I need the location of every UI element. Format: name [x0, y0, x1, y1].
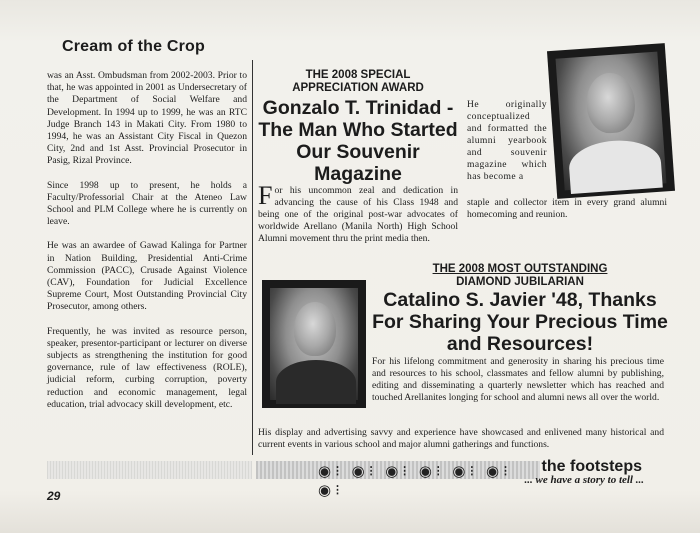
article1-kicker-line2: APPRECIATION AWARD [292, 82, 424, 94]
photo-catalino-javier [262, 280, 366, 408]
footer-tagline: ... we have a story to tell ... [524, 474, 644, 486]
photo-portrait [270, 288, 358, 400]
photo-portrait [556, 52, 667, 191]
photo-gonzalo-trinidad [547, 43, 675, 199]
article1-dropcap: F [258, 181, 273, 210]
footer-band-left [47, 461, 252, 479]
portrait-shirt [568, 138, 663, 194]
article2-body: For his lifelong commitment and generosity in sharing his precious time and resources to his school, classmates and fellow alumni by publishing, editing and disseminating a quarterly newsletter which has reached and touched Arellanites longing for school and alumni news all over the world. [372, 356, 664, 403]
column-divider [252, 60, 253, 455]
footprints-icon: ◉⁝ ◉⁝ ◉⁝ ◉⁝ ◉⁝ ◉⁝ ◉⁝ [318, 464, 512, 499]
article1-side-text: He originally conceptualized and formatted the alumni yearbook and souvenir magazine which has become a [467, 99, 547, 182]
left-paragraph-4: Frequently, he was invited as resource person, speaker, presentor-participant or lecturer on diverse subjects as strengthening the institution for good governance, rule of law effectiveness (ROLE), judicial reform, curbing corruption, poverty reduction and economic management, legal education, trial advocacy skill development, etc. [47, 325, 247, 410]
left-paragraph-3: He was an awardee of Gawad Kalinga for Partner in Nation Building, Presidential Anti-Crime Commission (PACC), Crusade Against Violence (CAV), Foundation for Judicial Excellence Supreme Court, Most Outstanding Provincial City Prosecutor, among others. [47, 240, 247, 313]
portrait-face [585, 71, 637, 134]
article1-kicker [262, 69, 454, 95]
article1-body [258, 181, 458, 245]
portrait-shirt [276, 360, 356, 404]
article2-body-full: His display and advertising savvy and experience have showcased and enlivened many historical and current events in various school and major alumni gatherings and functions. [258, 427, 664, 450]
article1-body-text: or his uncommon zeal and dedication in advancing the cause of his Class 1948 and being one of the original post-war advocates of worldwide Arellano (Manila North) High School Alumni movement thru the print media then. [258, 185, 458, 244]
footer-brand: the footsteps [541, 458, 642, 475]
left-column [47, 70, 247, 411]
article1-headline: Gonzalo T. Trinidad - The Man Who Started Our Souvenir Magazine [258, 97, 458, 185]
page-number: 29 [47, 489, 61, 503]
article2-kicker [395, 263, 645, 289]
left-paragraph-1: was an Asst. Ombudsman from 2002-2003. Prior to that, he was appointed in 2001 as Undersecretary of the Department of Social Welfare and Development. In 1994 up to 1999, he was an RTC Judge Branch 143 in Makati City. From 1980 to 1994, he was an Assistant City Fiscal in Quezon City, 2nd and 1st Asst. Provincial Prosecutor in Pasig, Rizal Province. [47, 70, 247, 167]
article1-side-text-cont: staple and collector item in every grand alumni homecoming and reunion. [467, 197, 667, 220]
section-title: Cream of the Crop [62, 38, 205, 55]
left-paragraph-2: Since 1998 up to present, he holds a Faculty/Professorial Chair at the Ateneo Law School and PLM College where he is currently on leave. [47, 179, 247, 228]
article1-kicker-line1: THE 2008 SPECIAL [305, 69, 411, 81]
article2-kicker-line1: THE 2008 MOST OUTSTANDING [432, 263, 608, 275]
article2-kicker-line2: DIAMOND JUBILARIAN [456, 276, 584, 288]
portrait-face [294, 302, 336, 356]
article2-headline: Catalino S. Javier '48, Thanks For Sharing Your Precious Time and Resources! [372, 289, 668, 355]
